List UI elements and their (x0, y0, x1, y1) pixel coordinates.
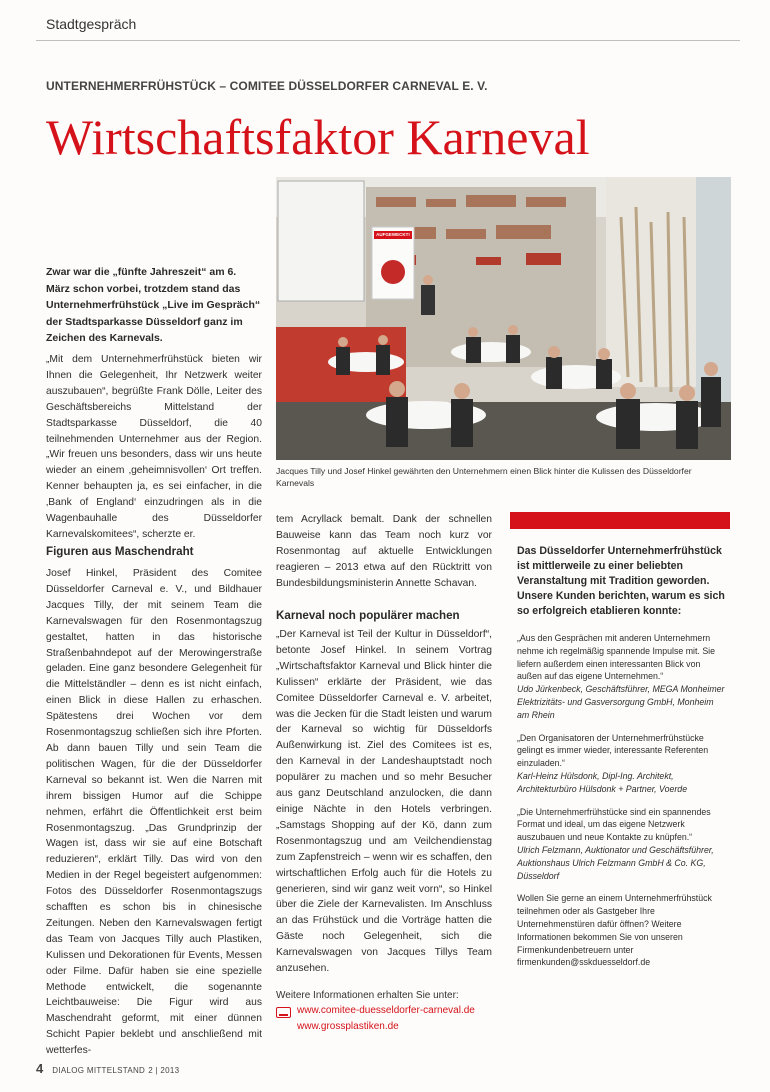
section-label: Stadtgespräch (46, 16, 137, 32)
quote-text: „Den Organisatoren der Unternehmerfrühstücke gelingt es immer wieder, interessante Referenten einzuladen.“ (517, 732, 709, 769)
article-paragraph-continued (276, 512, 492, 592)
testimonial-quote (517, 632, 727, 722)
article-paragraph-intro (46, 352, 262, 543)
paragraph-text: Josef Hinkel, Präsident des Comitee Düsseldorfer Carneval e. V., und Bildhauer Jacques Tilly, der mit seinem Team die Karnevalswagen für den Rosenmontagszug gestaltet, hatten in das historische Straßenbahndepot auf der Merowingerstraße geladen. Eine ganz besondere Gelegenheit für die Mittelständler – denn es ist nicht einfach, einen Blick in diese Hallen zu erhaschen. Spätestens drei Wochen vor dem Rosenmontagszug schließen sich ihre Pforten. Ab dann bauen Tilly und sein Team die politischen Wagen, für die der Düsseldorfer Karneval so bekannt ist. Wen die Narren mit ihrem bissigen Humor auf die Schippe nehmen, erfährt die Öffentlichkeit erst beim Rosenmontagszug. „Das Grundprinzip der Wagen ist, dass wir sie auf eine Botschaft reduzieren“, erklärt Tilly. Das wird von den Medien in der Regel begeistert aufgenommen: Fotos des Düsseldorfer Rosenmontagszugs schafften es schon bis in chinesische Zeitungen. Neben den Karnevalswagen fertigt das Team von Jacques Tilly auch Plastiken, Kulissen und Dekorationen für Events, Messen oder Filme. Dafür haben sie eine spezielle Methode entwickelt, die sogenannte Leichtbauweise: Die Figur wird aus Maschendraht geformt, mit einer dünnen Schicht Papier beklebt und anschließend mit wetterfes- (46, 568, 262, 1057)
quote-text: „Die Unternehmerfrühstücke sind ein spannendes Format und ideal, um das eigene Netzwerk auszubauen und neue Kontakte zu knüpfen.“ (517, 806, 711, 843)
event-photo-illustration (276, 177, 731, 460)
testimonial-quote (517, 732, 727, 796)
sidebar-accent-bar (510, 512, 730, 529)
page-footer (36, 1061, 179, 1076)
subheading-karneval: Karneval noch populärer machen (276, 609, 460, 622)
quote-attribution: Karl-Heinz Hülsdonk, Dipl-Ing. Architekt, Architekturbüro Hülsdonk + Partner, Voerde (517, 770, 688, 794)
quote-attribution: Ulrich Felzmann, Auktionator und Geschäftsführer, Auktionshaus Ulrich Felzmann GmbH & Co. KG, Düsseldorf (517, 844, 714, 881)
monitor-icon (276, 1007, 291, 1018)
quote-attribution: Udo Jürkenbeck, Geschäftsführer, MEGA Monheimer Elektrizitäts- und Gasversorgung GmbH, Monheim am Rhein (517, 684, 725, 720)
article-title: Wirtschaftsfaktor Karneval (46, 109, 590, 165)
link-grossplastiken[interactable]: www.grossplastiken.de (297, 1021, 399, 1032)
publication-name: DIALOG MITTELSTAND (52, 1066, 146, 1075)
section-divider (36, 40, 740, 41)
photo-caption: Jacques Tilly und Josef Hinkel gewährten den Unternehmern einen Blick hinter die Kulissen des Düsseldorfer Karnevals (276, 466, 692, 488)
testimonial-sidebar (517, 544, 727, 969)
paragraph-text: „Mit dem Unternehmerfrühstück bieten wir Ihnen die Gelegenheit, Ihr Netzwerk weiter auszubauen“, begrüßte Frank Dölle, Leiter des Geschäftsbereichs Mittelstand der Stadtsparkasse Düsseldorf, die 40 teilnehmenden Unternehmer aus der Region. „Wir freuen uns besonders, dass wir uns heute wieder an einem ‚geheimnisvollen‘ Ort treffen. Kenner behaupten ja, es sei einfacher, in die ‚Bank of England‘ einzudringen als in die Wagenbauhalle des Düsseldorfer Karnevalskomitees“, scherzte er. (46, 354, 262, 540)
link-comitee[interactable]: www.comitee-duesseldorfer-carneval.de (297, 1005, 475, 1016)
issue-number: 2 | 2013 (148, 1066, 180, 1075)
page-number: 4 (36, 1061, 44, 1076)
article-paragraph-figuren (46, 566, 262, 1059)
article-kicker: UNTERNEHMERFRÜHSTÜCK – COMITEE DÜSSELDORFER CARNEVAL E. V. (46, 79, 488, 93)
sidebar-contact: Wollen Sie gerne an einem Unternehmerfrühstück teilnehmen oder als Gastgeber Ihre Unternehmenstüren dafür öffnen? Weitere Informationen bekommen Sie von unseren Firmenkundenbetreuern unter firmenkunden@sskduesseldorf.de (517, 893, 712, 968)
sidebar-intro: Das Düsseldorfer Unternehmerfrühstück ist mittlerweile zu einer beliebten Veranstaltung mit Tradition geworden. Unsere Kunden berichten, warum es sich so erfolgreich etablieren konnte: (517, 545, 725, 617)
article-lead: Zwar war die „fünfte Jahreszeit“ am 6. März schon vorbei, trotzdem stand das Unternehmerfrühstück „Live im Gespräch“ der Stadtsparkasse Düsseldorf ganz im Zeichen des Karnevals. (46, 266, 261, 344)
more-info-label: Weitere Informationen erhalten Sie unter: (276, 990, 459, 1001)
paragraph-text: tem Acryllack bemalt. Dank der schnellen Bauweise kann das Team noch kurz vor Rosenmontag auf aktuelle Entwicklungen reagieren – 2013 etwa auf den Rücktritt von Bundesbildungsministerin Annette Schavan. (276, 514, 492, 589)
testimonial-quote (517, 806, 727, 883)
paragraph-text: „Der Karneval ist Teil der Kultur in Düsseldorf“, betonte Josef Hinkel. In seinem Vortrag „Wirtschaftsfaktor Karneval und Blick hinter die Kulissen“ erklärte der Präsident, wie das Comitee Düsseldorfer Carneval e. V. arbeitet, was die Jecken für die Stadt leisten und warum der Karneval so wichtig für Düsseldorfs Außenwirkung ist. Ziel des Comitees ist es, den Karneval in der Landeshauptstadt noch populärer zu machen und so mehr Besucher aus ganz Deutschland anzulocken, die dann einige Nächte in den Hotels verbringen. „Samstags Shopping auf der Kö, dann zum Rosenmontagszug und am Veilchendienstag zum Zapfenstreich – wenn wir es schaffen, den wirtschaftlichen Erfolg auch für die Hotels zu generieren, sind wir ganz weit vorn“, so Hinkel über die Ziele der Karnevalisten. Im Anschluss an das Frühstück und die Vorträge hatten die Gäste noch Gelegenheit, sich die Karnevalswagen von Jacques Tillys Team anzusehen. (276, 629, 492, 975)
subheading-figuren: Figuren aus Maschendraht (46, 545, 194, 558)
article-paragraph-karneval (276, 627, 492, 977)
event-photo (276, 177, 731, 460)
banner-text: AUFGEWECKT! (376, 232, 410, 237)
quote-text: „Aus den Gesprächen mit anderen Unternehmern nehme ich regelmäßig spannende Impulse mit. Sie liefern außerdem einen interessanten Blick von außen auf das eigene Unternehmen.“ (517, 633, 716, 682)
